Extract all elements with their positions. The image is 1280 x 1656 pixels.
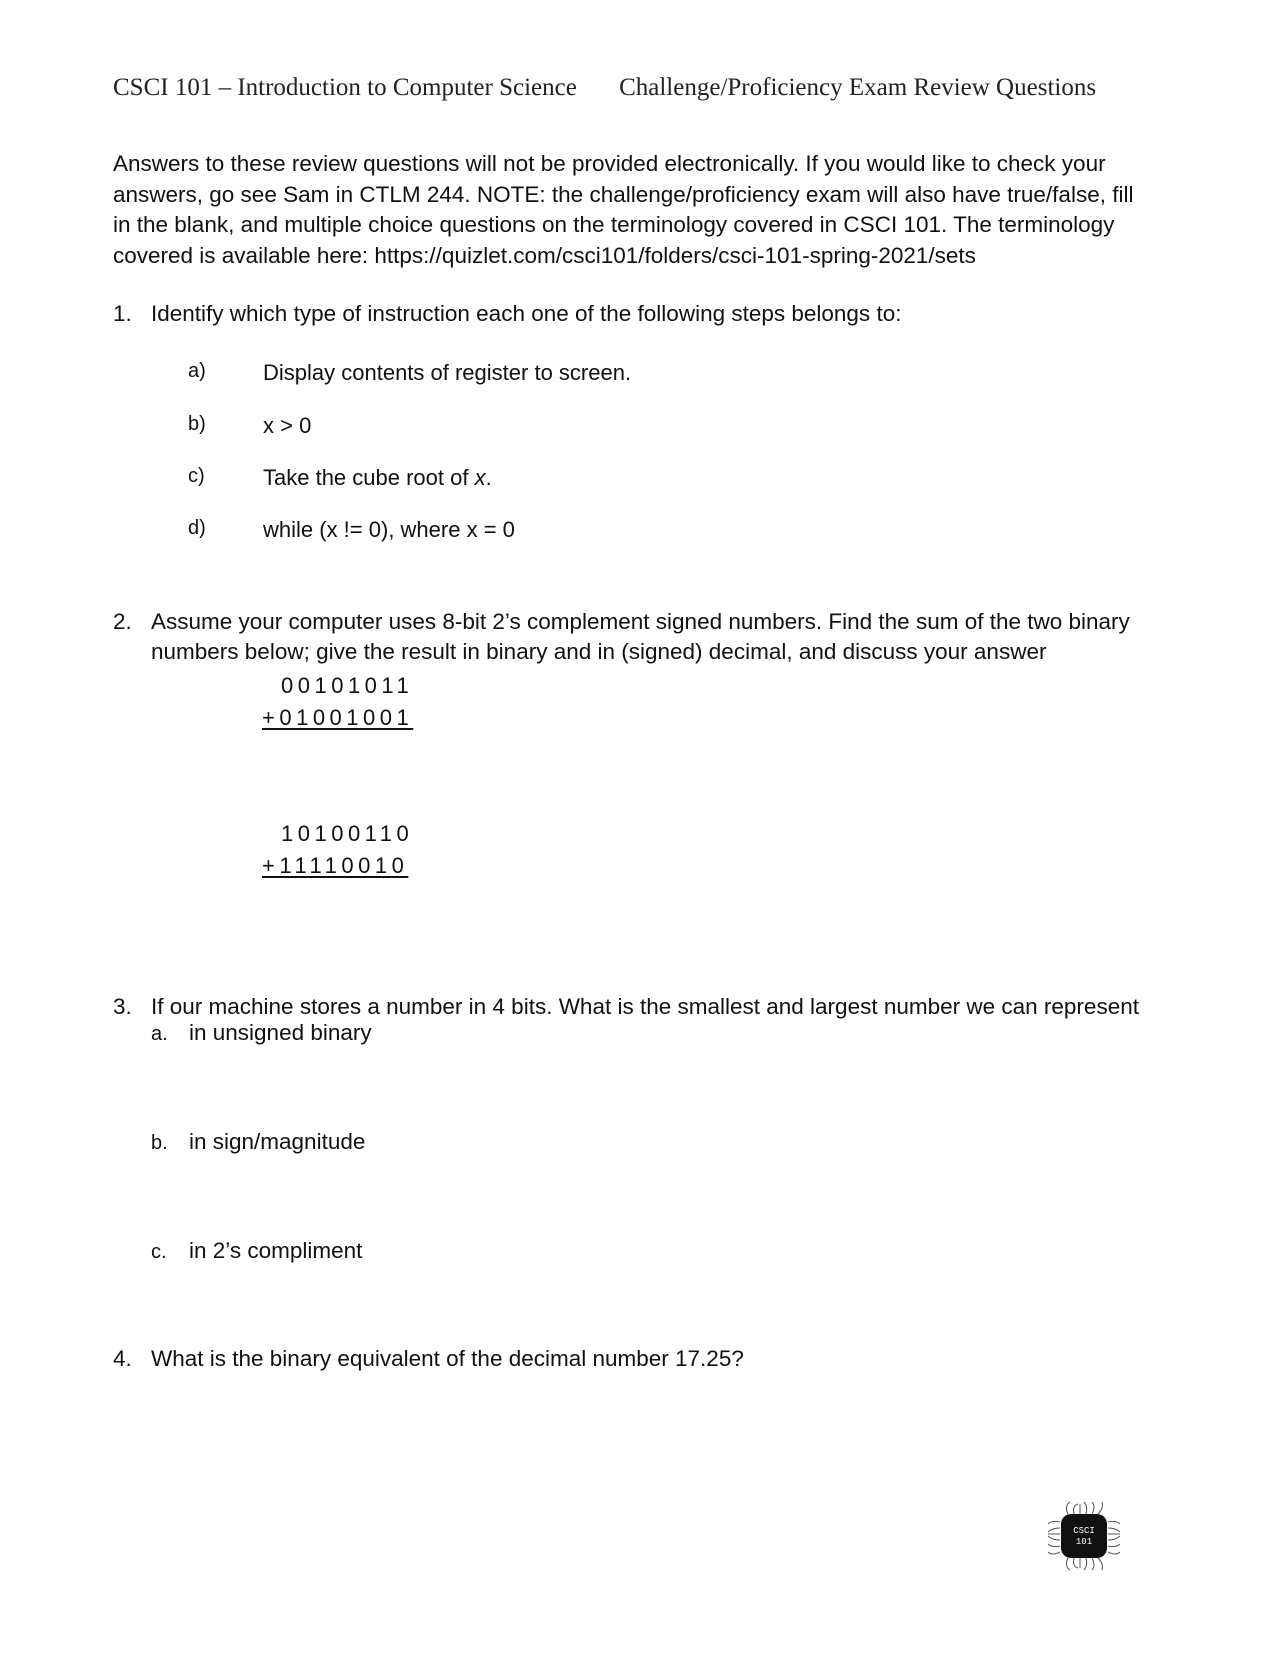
item-text: in unsigned binary <box>189 1020 372 1045</box>
item-text: in 2’s compliment <box>189 1238 363 1263</box>
item-text: Display contents of register to screen. <box>263 360 632 385</box>
page-header <box>113 74 1096 102</box>
question-text-continued: numbers below; give the result in binary and in (signed) decimal, and discuss your answer <box>151 639 1047 664</box>
document-title: Challenge/Proficiency Exam Review Questions <box>619 74 1097 101</box>
item-label: c. <box>151 1241 167 1263</box>
intro-line: in the blank, and multiple choice questions on the terminology covered in CSCI 101. The terminology <box>113 212 1115 237</box>
intro-line: answers, go see Sam in CTLM 244. NOTE: the challenge/proficiency exam will also have true/false, fill <box>113 181 1134 207</box>
question-number: 2. <box>113 609 132 634</box>
question-number: 4. <box>113 1346 132 1371</box>
binary-operand-4: +11110010 <box>262 853 409 878</box>
binary-operand-3: 10100110 <box>281 821 414 846</box>
item-label: c) <box>188 465 205 487</box>
intro-paragraph <box>113 149 1173 271</box>
item-text: Take the cube root of x. <box>263 465 492 490</box>
q3-item-a <box>151 1020 372 1046</box>
item-label: b. <box>151 1132 168 1154</box>
item-label: b) <box>188 413 206 435</box>
binary-operand-2: +01001001 <box>262 705 414 730</box>
course-title: CSCI 101 – Introduction to Computer Science <box>113 74 577 101</box>
question-text: If our machine stores a number in 4 bits. What is the smallest and largest number we can represent <box>151 994 1139 1019</box>
logo-text-line1: CSCI <box>1073 1526 1095 1536</box>
question-text: Assume your computer uses 8-bit 2’s complement signed numbers. Find the sum of the two binary <box>151 609 1130 634</box>
q3-item-c <box>151 1238 362 1264</box>
q3-item-b <box>151 1129 365 1155</box>
item-label: d) <box>188 517 206 539</box>
item-label: a. <box>151 1023 168 1045</box>
question-number: 1. <box>113 301 132 326</box>
item-text: while (x != 0), where x = 0 <box>263 517 515 542</box>
csci-101-chip-logo <box>1046 1500 1122 1572</box>
binary-operand-1: 00101011 <box>281 673 414 698</box>
question-number: 3. <box>113 994 132 1019</box>
logo-text-line2: 101 <box>1075 1537 1093 1547</box>
question-text: What is the binary equivalent of the decimal number 17.25? <box>151 1346 744 1371</box>
item-label: a) <box>188 360 206 382</box>
question-text: Identify which type of instruction each one of the following steps belongs to: <box>151 301 902 326</box>
item-text: in sign/magnitude <box>189 1129 366 1154</box>
intro-line: covered is available here: https://quizlet.com/csci101/folders/csci-101-spring-2021/sets <box>113 242 976 268</box>
item-text: x > 0 <box>263 413 312 438</box>
intro-line: Answers to these review questions will not be provided electronically. If you would like to check your <box>113 151 1106 176</box>
